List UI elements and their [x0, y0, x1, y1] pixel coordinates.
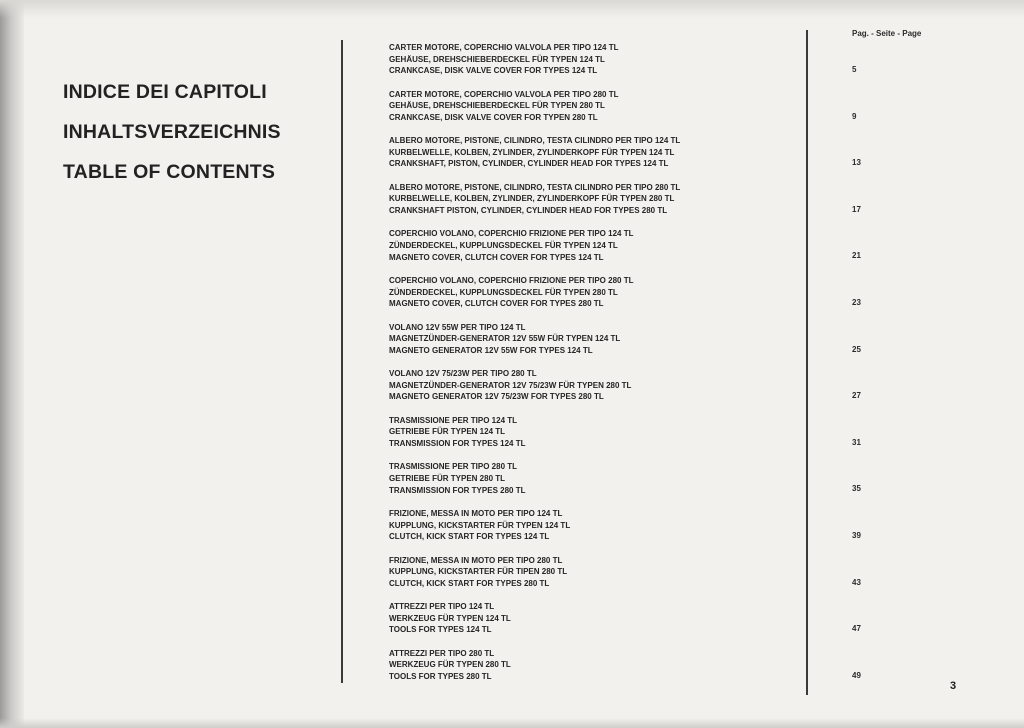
toc-entry-line: TRANSMISSION FOR TYPES 280 TL [389, 485, 526, 495]
toc-entry [389, 601, 804, 648]
chapter-index-headings [63, 82, 323, 202]
toc-entry-line: MAGNETZÜNDER-GENERATOR 12V 55W FÜR TYPEN 124 TL [389, 334, 621, 344]
toc-entry-line: KURBELWELLE, KOLBEN, ZYLINDER, ZYLINDERKOPF FÜR TYPEN 124 TL [389, 147, 675, 157]
toc-entry-line: TRANSMISSION FOR TYPES 124 TL [389, 438, 526, 448]
toc-entry [389, 508, 804, 555]
toc-entry-line: WERKZEUG FÜR TYPEN 124 TL [389, 613, 511, 623]
scan-edge-top [0, 0, 1024, 18]
toc-entry [389, 368, 804, 415]
toc-entry [389, 42, 804, 89]
column-divider-right [806, 30, 808, 695]
toc-entry-page-number: 5 [852, 65, 857, 74]
toc-entry-page-number: 39 [852, 530, 861, 540]
toc-entry-line: ALBERO MOTORE, PISTONE, CILINDRO, TESTA CILINDRO PER TIPO 124 TL [389, 136, 681, 146]
toc-entry-line: TRASMISSIONE PER TIPO 280 TL [389, 462, 518, 472]
toc-entry [389, 322, 804, 369]
page-number: 3 [950, 680, 957, 692]
toc-entry-line: MAGNETO GENERATOR 12V 55W FOR TYPES 124 TL [389, 345, 593, 355]
toc-entry-line: COPERCHIO VOLANO, COPERCHIO FRIZIONE PER TIPO 280 TL [389, 275, 634, 285]
toc-entry-line: GEHÄUSE, DREHSCHIEBERDECKEL FÜR TYPEN 124 TL [389, 54, 605, 64]
toc-entry [389, 555, 804, 602]
toc-entry-line: KURBELWELLE, KOLBEN, ZYLINDER, ZYLINDERKOPF FÜR TYPEN 280 TL [389, 194, 675, 204]
toc-entry-line: CRANKSHAFT PISTON, CYLINDER, CYLINDER HEAD FOR TYPES 280 TL [389, 205, 668, 215]
toc-entry-line: CRANKSHAFT, PISTON, CYLINDER, CYLINDER HEAD FOR TYPES 124 TL [389, 159, 669, 169]
toc-entry-line: CLUTCH, KICK START FOR TYPES 124 TL [389, 532, 550, 542]
heading-german: INHALTSVERZEICHNIS [63, 121, 281, 143]
toc-entry-line: ZÜNDERDECKEL, KUPPLUNGSDECKEL FÜR TYPEN 124 TL [389, 240, 618, 250]
toc-entry-page-number: 23 [852, 297, 861, 307]
toc-entry-line: GETRIEBE FÜR TYPEN 124 TL [389, 427, 506, 437]
toc-entry-page-number: 27 [852, 391, 861, 401]
toc-entry [389, 182, 804, 229]
toc-entry-line: KUPPLUNG, KICKSTARTER FÜR TYPEN 124 TL [389, 520, 571, 530]
toc-entry [389, 275, 804, 322]
toc-entry-line: MAGNETO COVER, CLUTCH COVER FOR TYPES 280 TL [389, 299, 604, 309]
toc-entry-line: VOLANO 12V 75/23W PER TIPO 280 TL [389, 369, 537, 379]
toc-entry [389, 135, 804, 182]
toc-entry-page-number: 47 [852, 624, 861, 634]
toc-entry-line: GETRIEBE FÜR TYPEN 280 TL [389, 473, 506, 483]
toc-entry-page-number: 35 [852, 484, 861, 494]
scan-edge-bottom [0, 718, 1024, 728]
toc-entry-line: GEHÄUSE, DREHSCHIEBERDECKEL FÜR TYPEN 280 TL [389, 101, 605, 111]
toc-entry-line: MAGNETZÜNDER-GENERATOR 12V 75/23W FÜR TYPEN 280 TL [389, 380, 632, 390]
toc-entry-line: WERKZEUG FÜR TYPEN 280 TL [389, 660, 511, 670]
toc-entry-line: TRASMISSIONE PER TIPO 124 TL [389, 415, 518, 425]
toc-entry-page-number: 43 [852, 577, 861, 587]
toc-entry-line: ATTREZZI PER TIPO 124 TL [389, 602, 495, 612]
toc-entry-line: CARTER MOTORE, COPERCHIO VALVOLA PER TIPO 124 TL [389, 43, 619, 52]
toc-entry-line: CRANKCASE, DISK VALVE COVER FOR TYPES 124 TL [389, 66, 598, 76]
toc-entry-line: ATTREZZI PER TIPO 280 TL [389, 648, 495, 658]
toc-entry-line: CRANKCASE, DISK VALVE COVER FOR TYPEN 280 TL [389, 112, 598, 122]
toc-entry-line: CLUTCH, KICK START FOR TYPES 280 TL [389, 578, 550, 588]
toc-entry-page-number: 21 [852, 251, 861, 261]
toc-entry-line: FRIZIONE, MESSA IN MOTO PER TIPO 280 TL [389, 555, 563, 565]
toc-entry-line: TOOLS FOR TYPES 280 TL [389, 671, 492, 681]
toc-entry-page-number: 13 [852, 158, 861, 168]
toc-entry-page-number: 9 [852, 111, 857, 121]
column-divider-left [341, 40, 343, 683]
toc-entry [389, 648, 804, 695]
binding-shadow [0, 0, 24, 728]
toc-entry-line: FRIZIONE, MESSA IN MOTO PER TIPO 124 TL [389, 508, 563, 518]
toc-page-numbers [852, 65, 892, 717]
heading-english: TABLE OF CONTENTS [63, 161, 276, 183]
toc-entry [389, 228, 804, 275]
toc-entry-page-number: 25 [852, 344, 861, 354]
toc-entry [389, 415, 804, 462]
toc-entry-line: VOLANO 12V 55W PER TIPO 124 TL [389, 322, 526, 332]
toc-entry-line: ZÜNDERDECKEL, KUPPLUNGSDECKEL FÜR TYPEN 280 TL [389, 287, 618, 297]
toc-entry-page-number: 49 [852, 670, 861, 680]
toc-entry [389, 89, 804, 136]
toc-entry-line: KUPPLUNG, KICKSTARTER FÜR TIPEN 280 TL [389, 567, 568, 577]
toc-entry-page-number: 17 [852, 204, 861, 214]
toc-entry-line: COPERCHIO VOLANO, COPERCHIO FRIZIONE PER TIPO 124 TL [389, 229, 634, 239]
toc-entry-page-number: 31 [852, 437, 861, 447]
toc-entries [389, 42, 804, 694]
toc-entry-line: CARTER MOTORE, COPERCHIO VALVOLA PER TIPO 280 TL [389, 89, 619, 99]
toc-entry [389, 461, 804, 508]
toc-entry-line: ALBERO MOTORE, PISTONE, CILINDRO, TESTA CILINDRO PER TIPO 280 TL [389, 182, 681, 192]
toc-entry-line: MAGNETO GENERATOR 12V 75/23W FOR TYPES 280 TL [389, 392, 604, 402]
heading-italian: INDICE DEI CAPITOLI [63, 81, 267, 103]
page-column-header: Pag. - Seite - Page [852, 29, 922, 38]
toc-entry-line: MAGNETO COVER, CLUTCH COVER FOR TYPES 124 TL [389, 252, 604, 262]
toc-entry-line: TOOLS FOR TYPES 124 TL [389, 625, 492, 635]
